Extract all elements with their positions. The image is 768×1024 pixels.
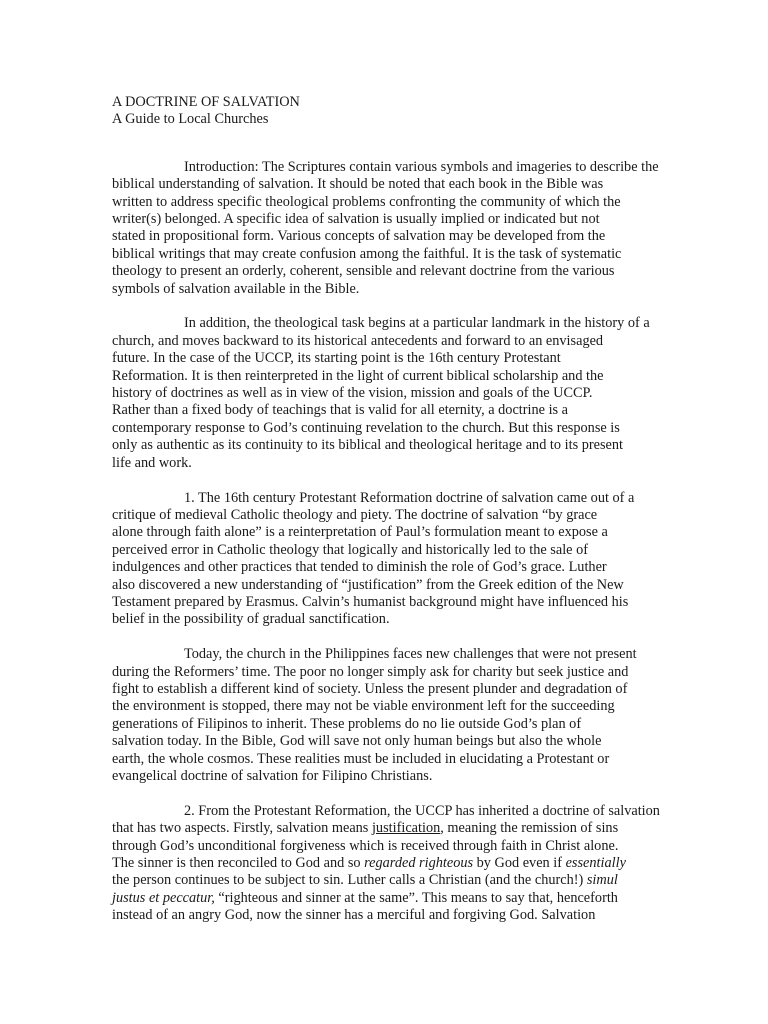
text-line <box>112 820 658 837</box>
text-line <box>112 855 658 872</box>
text-line: writer(s) belonged. A specific idea of salvation is usually implied or indicated but not <box>112 211 600 228</box>
text-segment: The sinner is then reconciled to God and so <box>112 855 365 871</box>
text-segment: by God even if <box>473 855 566 871</box>
text-line: during the Reformers’ time. The poor no longer simply ask for charity but seek justice and <box>112 663 629 680</box>
paragraph-point-1 <box>112 490 658 629</box>
text-line: stated in propositional form. Various concepts of salvation may be developed from the <box>112 228 606 245</box>
text-line: life and work. <box>112 454 192 471</box>
text-line <box>112 872 658 889</box>
title-block <box>112 94 658 129</box>
text-line: instead of an angry God, now the sinner has a merciful and forgiving God. Salvation <box>112 907 596 924</box>
text-line: belief in the possibility of gradual sanctification. <box>112 611 390 628</box>
text-line: evangelical doctrine of salvation for Filipino Christians. <box>112 767 433 784</box>
paragraph-today <box>112 646 658 785</box>
text-line: also discovered a new understanding of “justification” from the Greek edition of the New <box>112 576 624 593</box>
text-line: Introduction: The Scriptures contain various symbols and imageries to describe the <box>184 158 659 175</box>
text-line: 1. The 16th century Protestant Reformation doctrine of salvation came out of a <box>184 489 635 506</box>
paragraph-theological-task <box>112 315 658 472</box>
text-line: generations of Filipinos to inherit. These problems do no lie outside God’s plan of <box>112 715 582 732</box>
emphasis-simul: simul <box>586 872 618 889</box>
text-line: through God’s unconditional forgiveness which is received through faith in Christ alone. <box>112 837 619 854</box>
text-segment: that has two aspects. Firstly, salvation means <box>112 820 372 837</box>
text-line: Rather than a fixed body of teachings that is valid for all eternity, a doctrine is a <box>112 402 569 419</box>
text-line: alone through faith alone” is a reinterpretation of Paul’s formulation meant to expose a <box>112 524 608 541</box>
emphasis-regarded-righteous: regarded righteous <box>364 855 474 871</box>
paragraph-introduction <box>112 159 658 298</box>
text-line: critique of medieval Catholic theology and piety. The doctrine of salvation “by grace <box>112 506 598 523</box>
text-line: In addition, the theological task begins at a particular landmark in the history of a <box>184 315 650 332</box>
document-subtitle: A Guide to Local Churches <box>112 111 269 128</box>
text-segment: the person continues to be subject to sin. Luther calls a Christian (and the church!) <box>112 872 587 889</box>
text-line: earth, the whole cosmos. These realities must be included in elucidating a Protestant or <box>112 750 610 767</box>
text-line <box>112 890 658 907</box>
text-line: only as authentic as its continuity to its biblical and theological heritage and to its present <box>112 437 623 454</box>
text-line: perceived error in Catholic theology that logically and historically led to the sale of <box>112 541 589 558</box>
document-title: A DOCTRINE OF SALVATION <box>112 94 300 110</box>
text-line: indulgences and other practices that tended to diminish the role of God’s grace. Luther <box>112 559 607 576</box>
text-line: salvation today. In the Bible, God will save not only human beings but also the whole <box>112 733 602 750</box>
emphasis-justus: justus et peccatur, <box>112 889 215 906</box>
text-line: Today, the church in the Philippines faces new challenges that were not present <box>184 646 637 663</box>
emphasis-justification: justification <box>371 820 441 837</box>
text-line: the environment is stopped, there may not be viable environment left for the succeeding <box>112 698 615 715</box>
text-line: fight to establish a different kind of society. Unless the present plunder and degradation of <box>112 680 628 697</box>
paragraph-point-2 <box>112 803 658 925</box>
text-line: biblical writings that may create confusion among the faithful. It is the task of systematic <box>112 245 622 262</box>
text-line: contemporary response to God’s continuing revelation to the church. But this response is <box>112 419 620 436</box>
text-segment: “righteous and sinner at the same”. This means to say that, henceforth <box>214 889 618 906</box>
text-segment: , meaning the remission of sins <box>440 820 619 837</box>
text-line: 2. From the Protestant Reformation, the UCCP has inherited a doctrine of salvation <box>184 802 660 819</box>
text-line: Testament prepared by Erasmus. Calvin’s humanist background might have influenced his <box>112 593 629 610</box>
text-line: Reformation. It is then reinterpreted in the light of current biblical scholarship and the <box>112 367 604 384</box>
text-line: church, and moves backward to its historical antecedents and forward to an envisaged <box>112 332 604 349</box>
text-line: future. In the case of the UCCP, its starting point is the 16th century Protestant <box>112 350 561 367</box>
text-line: history of doctrines as well as in view of the vision, mission and goals of the UCCP. <box>112 385 593 402</box>
emphasis-essentially: essentially <box>565 855 626 871</box>
text-line: theology to present an orderly, coherent, sensible and relevant doctrine from the various <box>112 263 615 280</box>
text-line: written to address specific theological problems confronting the community of which the <box>112 193 621 210</box>
text-line: symbols of salvation available in the Bible. <box>112 280 360 297</box>
text-line: biblical understanding of salvation. It should be noted that each book in the Bible was <box>112 176 604 193</box>
